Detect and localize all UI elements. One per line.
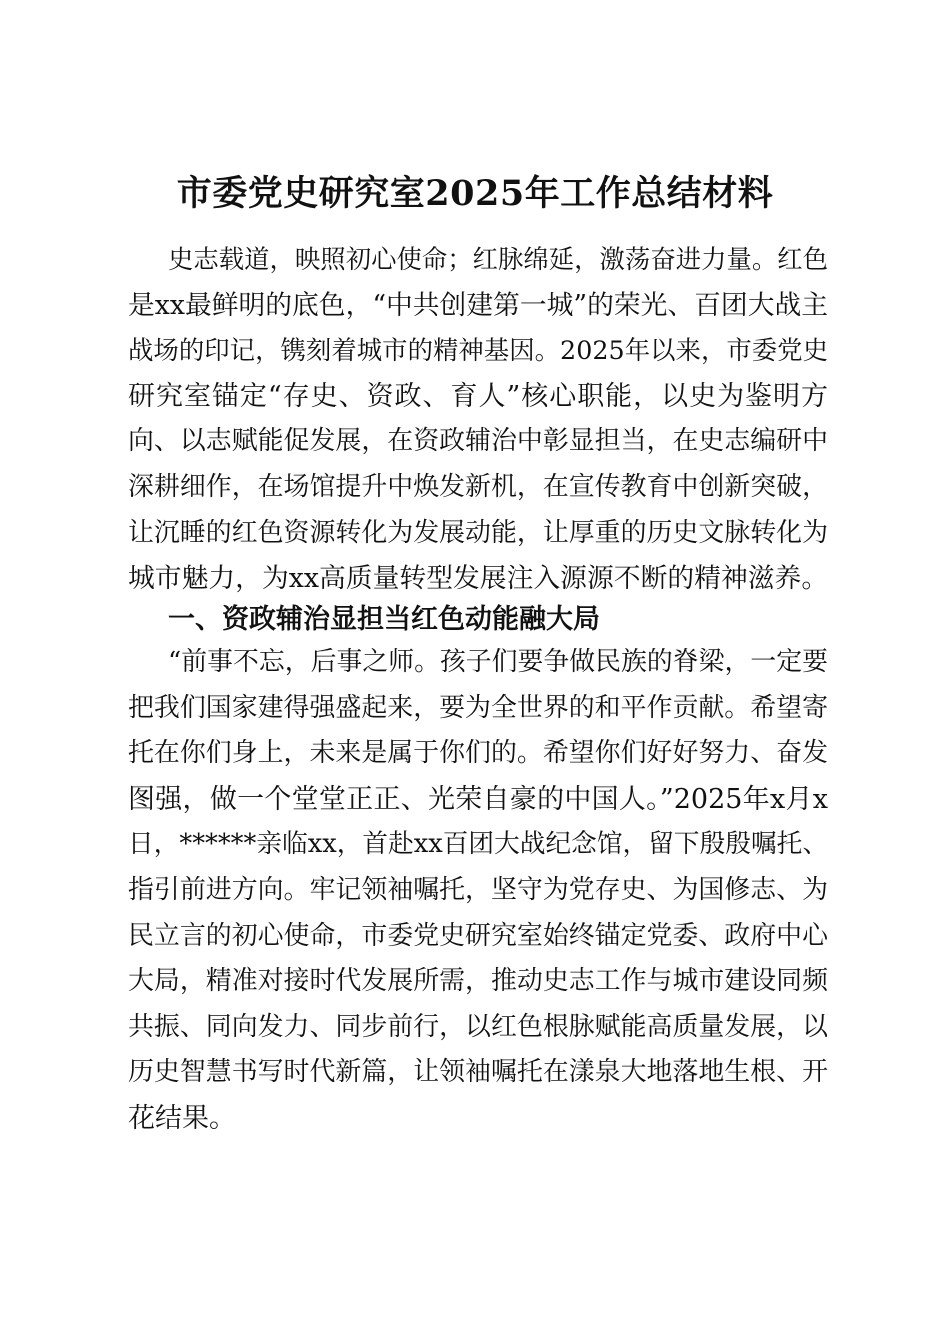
paragraph-line: 指引前进方向。牢记领袖嘱托，坚守为党存史、为国修志、为 <box>128 874 828 905</box>
paragraph-line: 共振、同向发力、同步前行，以红色根脉赋能高质量发展，以 <box>128 1011 828 1042</box>
paragraph-line: 图强，做一个堂堂正正、光荣自豪的中国人。”2025年x月x <box>128 783 828 815</box>
paragraph-line: 让沉睡的红色资源转化为发展动能，让厚重的历史文脉转化为 <box>128 517 828 548</box>
paragraph-line: 托在你们身上，未来是属于你们的。希望你们好好努力、奋发 <box>128 738 828 769</box>
section-heading: 一、资政辅治显担当红色动能融大局 <box>168 604 600 635</box>
paragraph-line: 民立言的初心使命，市委党史研究室始终锚定党委、政府中心 <box>128 920 828 951</box>
paragraph-line: “前事不忘，后事之师。孩子们要争做民族的脊梁，一定要 <box>168 647 828 677</box>
paragraph-line: 是xx最鲜明的底色，“中共创建第一城”的荣光、百团大战主 <box>128 289 828 321</box>
paragraph-line: 日，******亲临xx，首赴xx百团大战纪念馆，留下殷殷嘱托、 <box>128 829 828 860</box>
paragraph-line: 城市魅力，为xx高质量转型发展注入源源不断的精神滋养。 <box>128 563 829 595</box>
paragraph-line: 历史智慧书写时代新篇，让领袖嘱托在漾泉大地落地生根、开 <box>128 1057 828 1088</box>
paragraph-line: 史志载道，映照初心使命；红脉绵延，激荡奋进力量。红色 <box>168 244 828 274</box>
paragraph-line: 研究室锚定“存史、资政、育人”核心职能，以史为鉴明方 <box>128 380 828 412</box>
paragraph-line: 战场的印记，镌刻着城市的精神基因。2025年以来，市委党史 <box>128 335 828 366</box>
document-title: 市委党史研究室2025年工作总结材料 <box>176 173 774 214</box>
paragraph-line: 大局，精准对接时代发展所需，推动史志工作与城市建设同频 <box>128 966 828 997</box>
paragraph-line: 向、以志赋能促发展，在资政辅治中彰显担当，在史志编研中 <box>128 426 828 457</box>
paragraph-line: 深耕细作，在场馆提升中焕发新机，在宣传教育中创新突破， <box>128 471 828 502</box>
paragraph-line: 花结果。 <box>128 1102 236 1134</box>
paragraph-intro <box>128 237 828 602</box>
paragraph-line: 把我们国家建得强盛起来，要为全世界的和平作贡献。希望寄 <box>128 692 828 723</box>
paragraph-section1 <box>128 640 828 1142</box>
